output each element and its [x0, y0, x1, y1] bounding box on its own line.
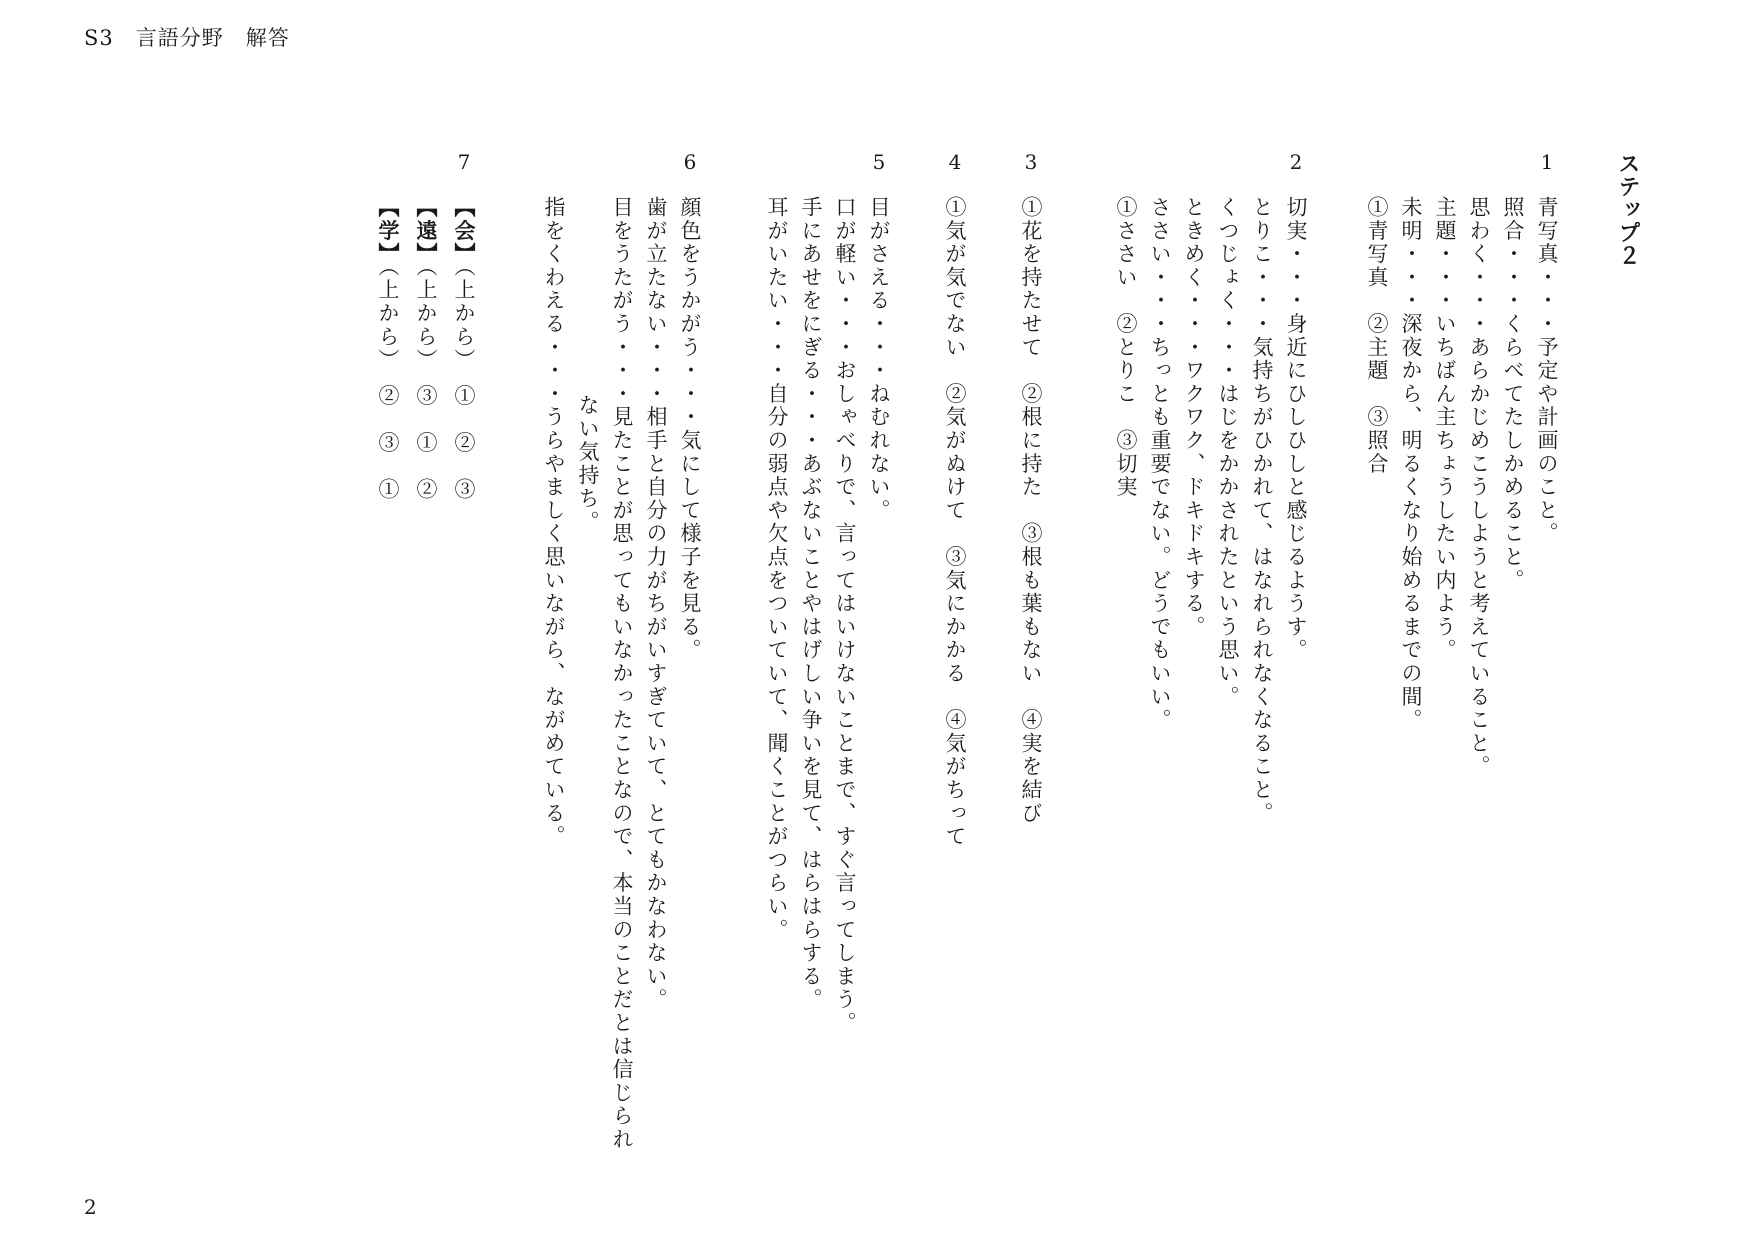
section-2-line: 切実・・・身近にひしひしと感じるようす。	[1284, 196, 1308, 662]
section-number-5: 5	[872, 150, 886, 174]
section-4-answer: ①気が気でない ②気がぬけて ③気にかかる ④気がちって	[943, 196, 967, 849]
section-3-answer: ①花を持たせて ②根に持た ③根も葉もない ④実を結び	[1019, 196, 1043, 826]
section-number-7: 7	[457, 150, 471, 174]
section-1-line: 主題・・・いちばん主ちょうしたい内よう。	[1433, 196, 1457, 662]
kanji-answers: （上から） ② ③ ①	[376, 265, 400, 502]
section-5-line: 口が軽い・・・おしゃべりで、言ってはいけないことまで、すぐ言ってしまう。	[833, 196, 857, 1035]
page-number: 2	[84, 1195, 97, 1219]
section-6-line: 歯が立たない・・・相手と自分の力がちがいすぎていて、とてもかなわない。	[644, 196, 668, 1012]
section-2-line: くつじょく・・・はじをかかされたという思い。	[1216, 196, 1240, 709]
section-1-line: 青写真・・・予定や計画のこと。	[1535, 196, 1559, 546]
section-5-line: 手にあせをにぎる・・・あぶないことやはげしい争いを見て、はらはらする。	[799, 196, 823, 1012]
step-title: ステップ２	[1615, 152, 1640, 267]
kanji-label: 【会】	[452, 196, 477, 266]
section-6-line: ない気持ち。	[576, 394, 600, 534]
section-6-line: 顔色をうかがう・・・気にして様子を見る。	[678, 196, 702, 662]
kanji-answer-row	[377, 196, 399, 501]
page-header: S3 言語分野 解答	[84, 26, 290, 50]
kanji-answer-row	[453, 196, 475, 501]
section-number-6: 6	[683, 150, 697, 174]
section-1-answer: ①青写真 ②主題 ③照合	[1365, 196, 1389, 476]
section-1-line: 思わく・・・あらかじめこうしようと考えていること。	[1467, 196, 1491, 779]
kanji-answers: （上から） ③ ① ②	[414, 265, 438, 502]
section-6-line: 目をうたがう・・・見たことが思ってもいなかったことなので、本当のことだとは信じられ	[610, 196, 634, 1152]
section-number-1: 1	[1540, 150, 1554, 174]
section-number-3: 3	[1024, 150, 1038, 174]
kanji-label: 【学】	[376, 196, 401, 266]
kanji-answers: （上から） ① ② ③	[452, 265, 476, 502]
section-2-line: とりこ・・・気持ちがひかれて、はなれられなくなること。	[1250, 196, 1274, 826]
section-1-line: 未明・・・深夜から、明るくなり始めるまでの間。	[1399, 196, 1423, 732]
section-1-line: 照合・・・くらべてたしかめること。	[1501, 196, 1525, 593]
kanji-label: 【遠】	[414, 196, 439, 266]
section-6-line: 指をくわえる・・・うらやましく思いながら、ながめている。	[542, 196, 566, 849]
kanji-answer-row	[415, 196, 437, 501]
section-number-2: 2	[1289, 150, 1303, 174]
section-2-line: ささい・・・ちっとも重要でない。どうでもいい。	[1148, 196, 1172, 732]
section-2-answer: ①ささい ②とりこ ③切実	[1114, 196, 1138, 499]
section-2-line: ときめく・・・ワクワク、ドキドキする。	[1182, 196, 1206, 639]
section-number-4: 4	[948, 150, 962, 174]
section-5-line: 目がさえる・・・ねむれない。	[867, 196, 891, 523]
section-5-line: 耳がいたい・・・自分の弱点や欠点をついていて、聞くことがつらい。	[765, 196, 789, 942]
